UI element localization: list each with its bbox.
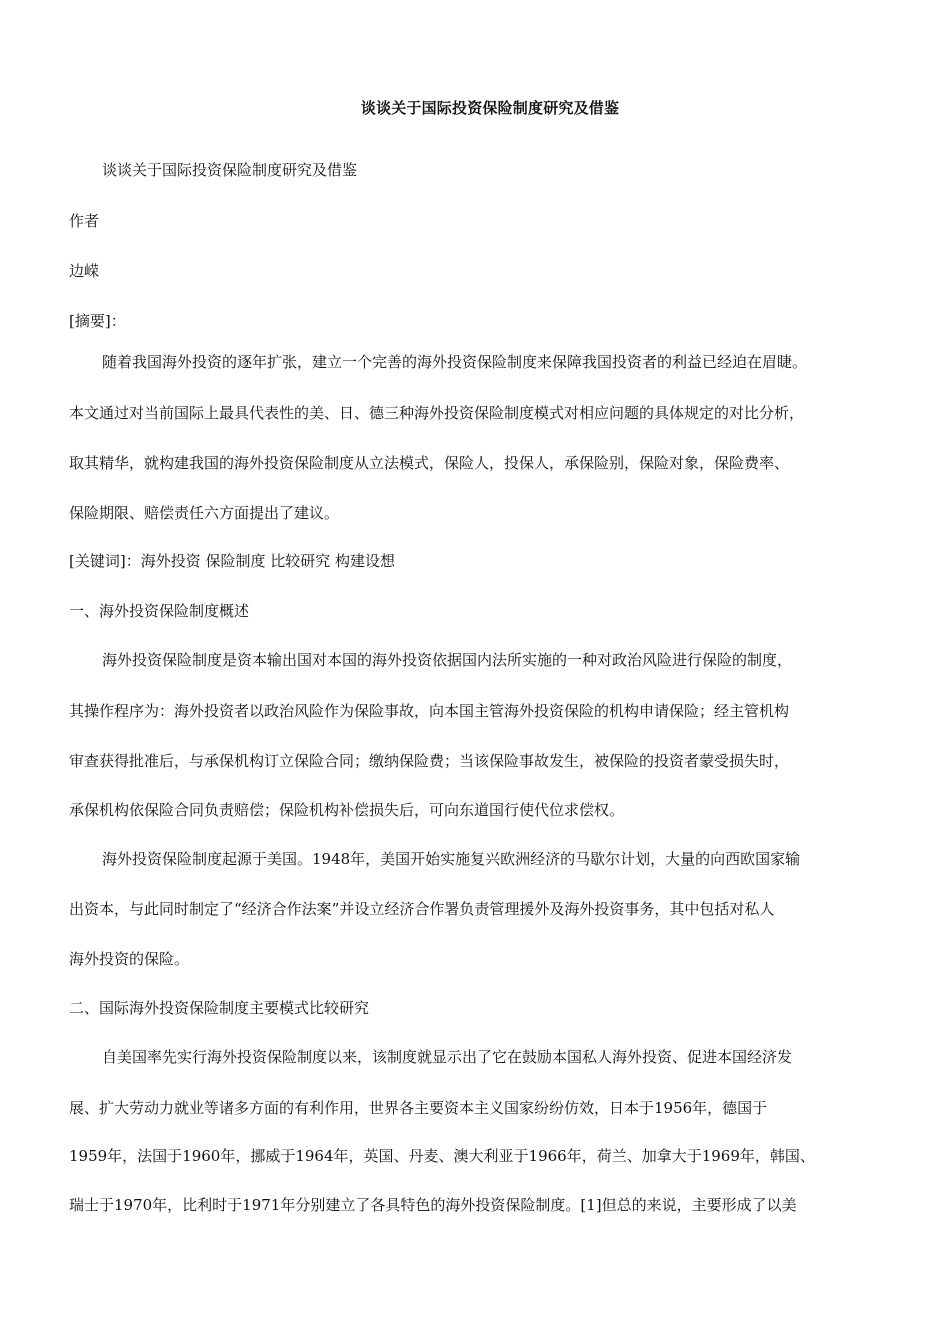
paragraph-line: 海外投资的保险。 xyxy=(69,950,190,968)
section-heading: 二、国际海外投资保险制度主要模式比较研究 xyxy=(69,999,370,1017)
document-title: 谈谈关于国际投资保险制度研究及借鉴 xyxy=(360,99,620,117)
section-heading: 一、海外投资保险制度概述 xyxy=(69,602,250,620)
keywords-line: [关键词]：海外投资 保险制度 比较研究 构建设想 xyxy=(69,552,396,570)
paragraph-line: 海外投资保险制度起源于美国。1948年，美国开始实施复兴欧洲经济的马歇尔计划，大量的向西欧国家输 xyxy=(102,850,801,868)
author-label: 作者 xyxy=(69,212,100,230)
abstract-line: 保险期限、赔偿责任六方面提出了建议。 xyxy=(69,504,340,522)
paragraph-line: 承保机构依保险合同负责赔偿；保险机构补偿损失后，可向东道国行使代位求偿权。 xyxy=(69,801,625,819)
abstract-line: 随着我国海外投资的逐年扩张，建立一个完善的海外投资保险制度来保障我国投资者的利益已经迫在眉睫。 xyxy=(102,353,808,371)
document-subtitle: 谈谈关于国际投资保险制度研究及借鉴 xyxy=(102,161,358,179)
abstract-line: 本文通过对当前国际上最具代表性的美、日、德三种海外投资保险制度模式对相应问题的具体规定的对比分析， xyxy=(69,404,805,422)
paragraph-line: 其操作程序为：海外投资者以政治风险作为保险事故，向本国主管海外投资保险的机构申请保险；经主管机构 xyxy=(69,702,790,720)
abstract-line: 取其精华，就构建我国的海外投资保险制度从立法模式，保险人，投保人，承保险别，保险对象，保险费率、 xyxy=(69,454,790,472)
paragraph-line: 1959年，法国于1960年，挪威于1964年，英国、丹麦、澳大利亚于1966年，荷兰、加拿大于1969年，韩国、 xyxy=(69,1147,815,1165)
paragraph-line: 出资本，与此同时制定了“经济合作法案”并设立经济合作署负责管理援外及海外投资事务，其中包括对私人 xyxy=(69,900,775,918)
paragraph-line: 展、扩大劳动力就业等诸多方面的有利作用，世界各主要资本主义国家纷纷仿效，日本于1956年，德国于 xyxy=(69,1099,768,1117)
abstract-label: [摘要]： xyxy=(69,312,126,330)
paragraph-line: 审查获得批准后，与承保机构订立保险合同；缴纳保险费；当该保险事故发生，被保险的投资者蒙受损失时， xyxy=(69,752,790,770)
paragraph-line: 瑞士于1970年，比利时于1971年分别建立了各具特色的海外投资保险制度。[1]但总的来说，主要形成了以美 xyxy=(69,1196,797,1214)
paragraph-line: 自美国率先实行海外投资保险制度以来，该制度就显示出了它在鼓励本国私人海外投资、促进本国经济发 xyxy=(102,1048,793,1066)
paragraph-line: 海外投资保险制度是资本输出国对本国的海外投资依据国内法所实施的一种对政治风险进行保险的制度， xyxy=(102,651,793,669)
author-name: 边嵘 xyxy=(69,262,100,280)
